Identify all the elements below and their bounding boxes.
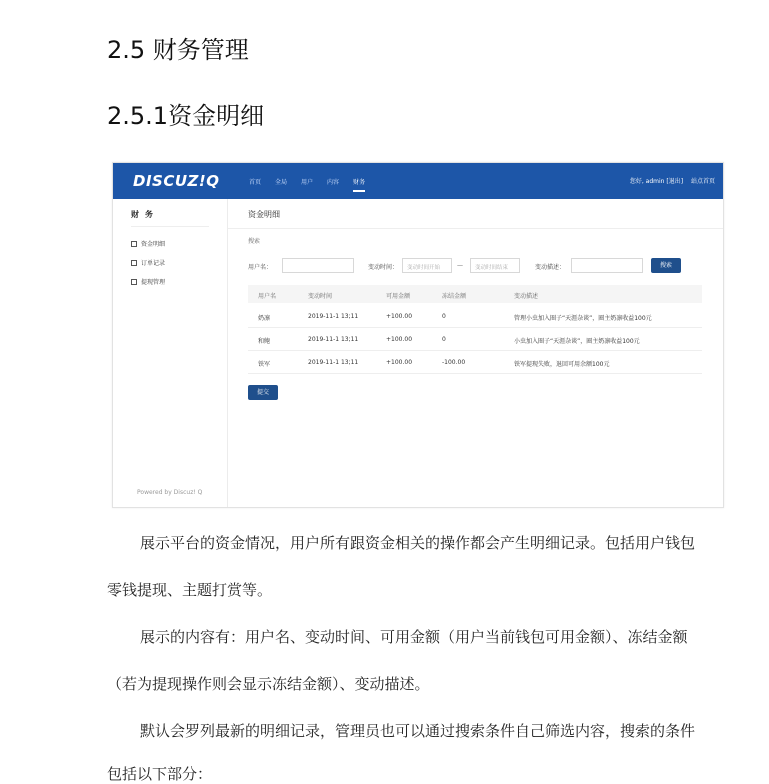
sidebar-divider — [131, 226, 209, 227]
time-start-input[interactable]: 变动时间开始 — [402, 258, 452, 273]
user-area — [630, 176, 715, 185]
nav-content[interactable]: 内容 — [327, 179, 340, 186]
header-available: 可用金额 — [386, 293, 411, 300]
site-home-link[interactable]: 站点首页 — [690, 178, 715, 185]
header-username: 用户名 — [258, 293, 277, 300]
body-paragraph: 展示平台的资金情况，用户所有跟资金相关的操作都会产生明细记录。包括用户钱包 — [140, 534, 696, 552]
body-paragraph: （若为提现操作则会显示冻结金额）、变动描述。 — [107, 675, 430, 693]
header-time: 变动时间 — [308, 293, 333, 300]
receipt-icon — [131, 260, 137, 266]
sidebar-item-orders[interactable] — [131, 258, 165, 267]
body-paragraph: 零钱提现、主题打赏等。 — [107, 581, 273, 599]
nav-home[interactable]: 首页 — [249, 179, 262, 186]
admin-screenshot — [112, 162, 724, 508]
table-cell: 和鲍 — [258, 338, 271, 345]
body-paragraph: 包括以下部分： — [107, 765, 213, 783]
greeting-logout[interactable]: 您好, admin [退出] — [629, 178, 684, 185]
search-button[interactable]: 搜索 — [651, 258, 681, 273]
top-navbar — [113, 163, 723, 199]
header-frozen: 冻结金额 — [442, 293, 467, 300]
discuz-logo: DISCUZ!Q — [133, 172, 220, 190]
submit-button[interactable]: 提交 — [248, 385, 278, 400]
table-cell: +100.00 — [386, 313, 413, 320]
nav-global[interactable]: 全局 — [275, 179, 288, 186]
table-cell: 铁军提现失败，退回可用余额100元 — [514, 361, 610, 368]
row-divider — [248, 327, 702, 328]
table-cell: 2019-11-1 13;11 — [308, 313, 359, 320]
wallet-icon — [131, 279, 137, 285]
page-title: 资金明细 — [248, 210, 280, 219]
sidebar-item-withdrawals[interactable] — [131, 277, 165, 286]
table-cell: 2019-11-1 13;11 — [308, 336, 359, 343]
sidebar-item-label: 提现管理 — [141, 279, 166, 286]
description-label: 变动描述： — [535, 264, 566, 271]
table-cell: 管理小虫加入圈子“天涯杂谈”，圈主奶凛收益100元 — [514, 315, 652, 322]
table-cell: 2019-11-1 13;11 — [308, 359, 359, 366]
time-range-dash: — — [457, 262, 463, 269]
description-input[interactable] — [571, 258, 643, 273]
sidebar-item-label: 资金明细 — [141, 241, 166, 248]
time-end-input[interactable]: 变动时间结束 — [470, 258, 520, 273]
table-cell: 奶凛 — [258, 315, 271, 322]
powered-by: Powered by Discuz! Q — [137, 489, 203, 496]
sidebar-title: 财务 — [131, 210, 159, 219]
username-label: 用户名： — [248, 264, 273, 271]
table-cell: 小虫加入圈子“天涯杂谈”，圈主奶凛收益100元 — [514, 338, 640, 345]
main-panel — [228, 199, 723, 507]
table-cell: +100.00 — [386, 336, 413, 343]
subsection-heading: 2.5.1资金明细 — [107, 102, 265, 130]
sidebar — [113, 199, 228, 507]
list-icon — [131, 241, 137, 247]
nav-users[interactable]: 用户 — [301, 179, 314, 186]
table-cell: -100.00 — [442, 359, 466, 366]
time-label: 变动时间： — [368, 264, 399, 271]
row-divider — [248, 373, 702, 374]
table-cell: 0 — [442, 336, 446, 343]
table-cell: 铁军 — [258, 361, 271, 368]
nav-finance[interactable]: 财务 — [353, 179, 366, 186]
header-description: 变动描述 — [514, 293, 539, 300]
table-cell: +100.00 — [386, 359, 413, 366]
row-divider — [248, 350, 702, 351]
body-paragraph: 展示的内容有：用户名、变动时间、可用金额（用户当前钱包可用金额）、冻结金额 — [140, 628, 688, 646]
top-nav — [249, 177, 365, 186]
table-cell: 0 — [442, 313, 446, 320]
sidebar-item-label: 订单记录 — [141, 260, 166, 267]
section-heading: 2.5 财务管理 — [107, 36, 249, 64]
search-section-label: 搜索 — [248, 238, 261, 245]
username-input[interactable] — [282, 258, 354, 273]
body-paragraph: 默认会罗列最新的明细记录，管理员也可以通过搜索条件自己筛选内容，搜索的条件 — [140, 722, 696, 740]
title-divider — [228, 228, 723, 229]
sidebar-item-fund-details[interactable] — [131, 239, 165, 248]
